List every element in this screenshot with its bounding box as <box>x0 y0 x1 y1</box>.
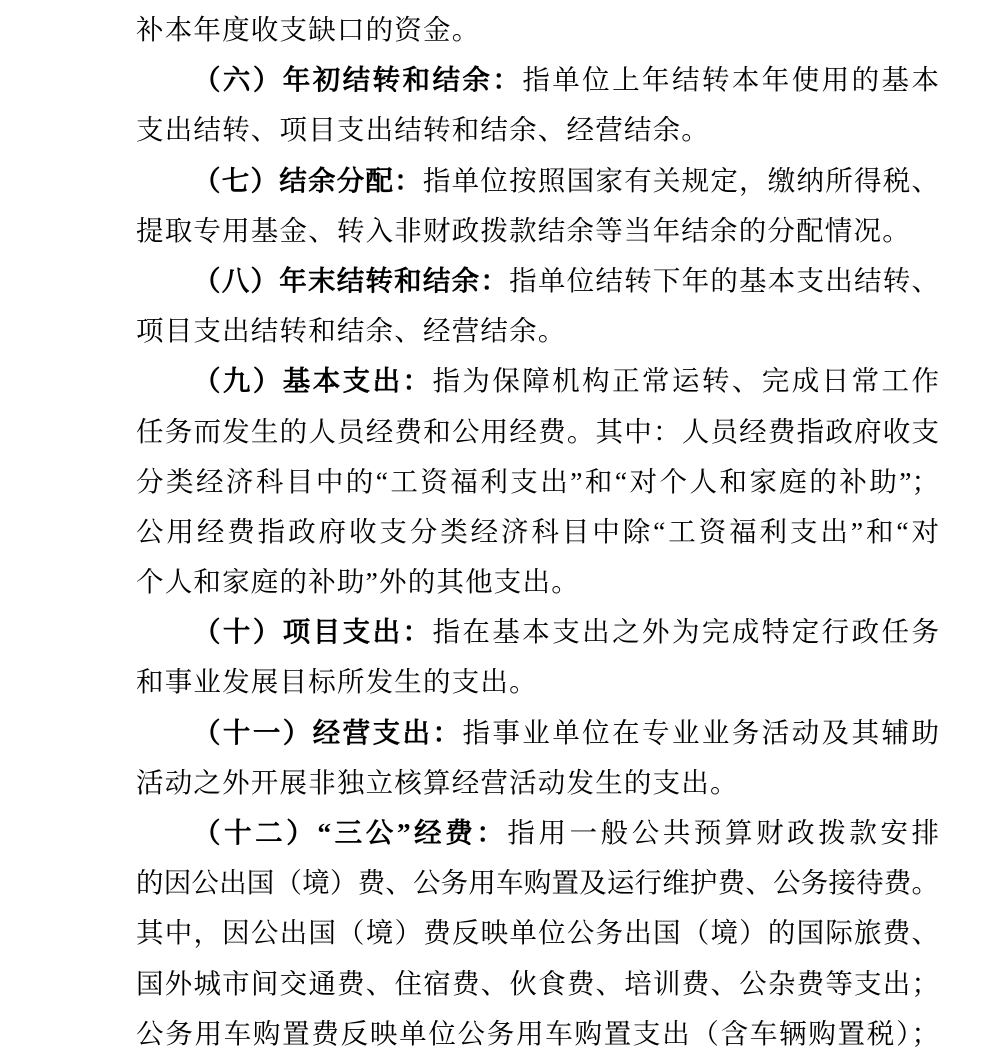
line-text: 指为保障机构正常运转、完成日常工作 <box>432 365 939 397</box>
text-line <box>136 156 939 206</box>
term-label: （八）年末结转和结余： <box>193 264 510 296</box>
text-line <box>136 808 939 858</box>
paragraph <box>136 607 939 707</box>
paragraph <box>136 808 939 1059</box>
line-text: 任务而发生的人员经费和公用经费。其中：人员经费指政府收支 <box>136 415 939 447</box>
line-text: 指用一般公共预算财政拨款安排 <box>507 817 939 848</box>
line-text: 指事业单位在专业业务活动及其辅助 <box>462 716 939 748</box>
line-text: 的因公出国（境）费、公务用车购置及运行维护费、公务接待费。 <box>136 867 939 899</box>
paragraph <box>136 5 939 55</box>
text-line <box>136 557 939 607</box>
term-label: （十）项目支出： <box>193 616 433 648</box>
text-line <box>136 758 939 808</box>
line-text: 其中，因公出国（境）费反映单位公务出国（境）的国际旅费、 <box>136 917 939 949</box>
line-text: 指单位结转下年的基本支出结转、 <box>509 264 939 296</box>
line-text: 提取专用基金、转入非财政拨款结余等当年结余的分配情况。 <box>136 214 911 246</box>
term-label: （十一）经营支出： <box>193 716 463 748</box>
text-line <box>136 256 939 306</box>
text-line <box>136 206 939 256</box>
line-text: 和事业发展目标所发生的支出。 <box>136 666 538 698</box>
text-line <box>136 356 939 406</box>
paragraph <box>136 156 939 256</box>
text-line <box>136 657 939 707</box>
document-content <box>136 0 939 1059</box>
line-text: 公务用车购置费反映单位公务用车购置支出（含车辆购置税）； <box>136 1017 939 1049</box>
line-text: 公用经费指政府收支分类经济科目中除“工资福利支出”和“对 <box>136 515 939 547</box>
text-line <box>136 708 939 758</box>
text-line <box>136 1009 939 1059</box>
text-line <box>136 105 939 155</box>
term-label: （六）年初结转和结余： <box>193 64 523 96</box>
text-line <box>136 507 939 557</box>
paragraph <box>136 256 939 356</box>
line-text: 个人和家庭的补助”外的其他支出。 <box>136 566 580 598</box>
term-label: （七）结余分配： <box>193 164 423 196</box>
term-label: （十二）“三公”经费： <box>193 817 508 848</box>
line-text: 指单位上年结转本年使用的基本 <box>522 64 939 96</box>
line-text: 指单位按照国家有关规定，缴纳所得税、 <box>422 164 939 196</box>
text-line <box>136 959 939 1009</box>
text-line <box>136 607 939 657</box>
text-line <box>136 457 939 507</box>
line-text: 支出结转、项目支出结转和结余、经营结余。 <box>136 114 710 146</box>
line-text: 活动之外开展非独立核算经营活动发生的支出。 <box>136 766 739 798</box>
text-line <box>136 55 939 105</box>
line-text: 分类经济科目中的“工资福利支出”和“对个人和家庭的补助”； <box>136 465 939 497</box>
paragraph <box>136 708 939 808</box>
paragraph <box>136 55 939 155</box>
text-line <box>136 908 939 958</box>
line-text: 补本年度收支缺口的资金。 <box>136 14 481 45</box>
text-line <box>136 858 939 908</box>
line-text: 国外城市间交通费、住宿费、伙食费、培训费、公杂费等支出； <box>136 967 939 999</box>
paragraph <box>136 356 939 607</box>
text-line <box>136 306 939 356</box>
line-text: 项目支出结转和结余、经营结余。 <box>136 315 567 347</box>
term-label: （九）基本支出： <box>193 365 433 397</box>
text-line <box>136 5 939 55</box>
text-line <box>136 407 939 457</box>
line-text: 指在基本支出之外为完成特定行政任务 <box>432 616 939 648</box>
